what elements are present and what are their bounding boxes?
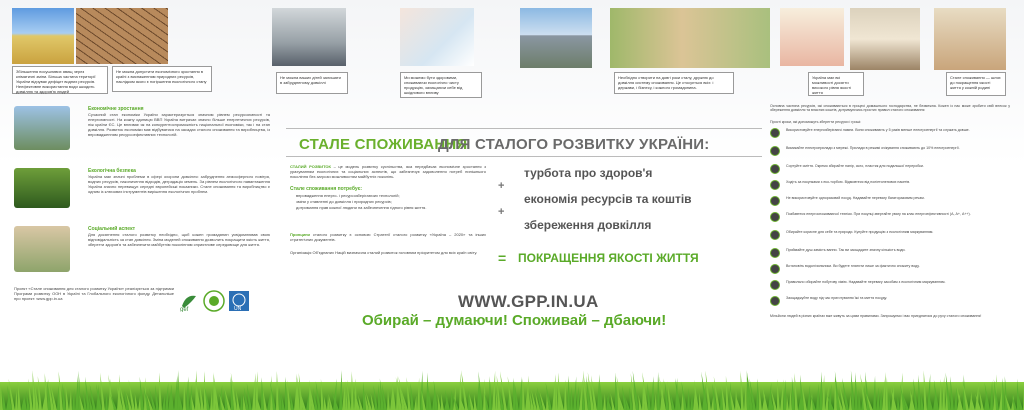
- photo-city-skyline: [520, 8, 592, 68]
- photo-child-medicine: [400, 8, 474, 66]
- principles-block: [290, 232, 486, 242]
- benefit-health: турбота про здоров'я: [524, 166, 653, 180]
- faucet-icon: [770, 296, 780, 306]
- leaf-icon: [770, 230, 780, 240]
- definition-text: – це модель розвитку суспільства, яка передбачає економічне зростання з урахуванням екологічних та соціальних аспектів, що забезпечує задоволення потреб нинішнього покоління без загрози можливостям майбутніх поколінь.: [290, 164, 486, 179]
- benefit-savings: економія ресурсів та коштів: [524, 192, 692, 206]
- appliance-icon: [770, 212, 780, 222]
- title-bottom-rule: [286, 156, 762, 157]
- photo-family-kitchen: [934, 8, 1006, 70]
- title-top-rule: [286, 128, 762, 129]
- grass-border: [0, 352, 1024, 410]
- svg-text:gef: gef: [180, 307, 189, 312]
- tip-5: Не використовуйте одноразовий посуд. Надавайте перевагу багаторазовим речам.: [770, 196, 1010, 210]
- tip-6: Позбавтеся енергоспоживаючої техніки. При покупці звертайте увагу на клас енергоефективності (А, А+, А++).: [770, 212, 1010, 228]
- elderly-icon: [14, 226, 70, 272]
- tip-7: Обирайте корисне для себе та природи. Купуйте продукцію з екологічним маркуванням.: [770, 230, 1010, 246]
- photo-cracked-earth: [76, 8, 168, 64]
- bulb-icon: [770, 128, 780, 138]
- caption-drought: Збільшення посушливих явищ через кліматичні зміни. Більша частина території України відчуває дефіцит водних ресурсів. Неефективне використання води шкодить довкіллю та здоров'ю людей: [12, 66, 108, 94]
- need-1: впровадження енерго- і ресурсозберігаючих технологій;: [296, 193, 400, 198]
- headline-gray: ДЛЯ СТАЛОГО РОЗВИТКУ УКРАЇНИ:: [438, 136, 710, 153]
- principles-label: Принципи: [290, 232, 310, 237]
- caption-health: Ми можемо бути здоровими, споживаючи екологічно чисту продукцію, захищаючи себе від шкідливого впливу: [400, 72, 482, 98]
- project-footer-text: Проект «Стале споживання для сталого розвитку України» реалізується за підтримки Програми розвитку ООН в Україні та Глобального екологічного фонду. Детальніше про проект: www.gpp.in.ua: [14, 286, 174, 301]
- right-intro: Основна частина ресурсів, які споживаються в процесі домашнього господарства, не безмежна. Кожен із нас може зробити свій внесок у збереження довкілля та власних коштів, дотримуючись простих правил сталого споживання:: [770, 104, 1010, 113]
- plus-sign-1: +: [498, 180, 505, 192]
- photo-wheat-field: [12, 8, 74, 64]
- plus-sign-2: +: [498, 206, 505, 218]
- caption-family-life: Стале споживання — шлях до покращення якості життя у кожній родині: [946, 72, 1006, 96]
- tip-2: Вимикайте електроприлади з мережі. Прилади в режимі очікування споживають до 10% електроенергії.: [770, 146, 1010, 162]
- un-text: Організація Об'єднаних Націй визначила сталий розвиток головним пріоритетом для всіх країн світу.: [290, 250, 478, 255]
- slogan: Обирай – думаючи! Споживай – дбаючи!: [362, 312, 667, 329]
- benefit-environment: збереження довкілля: [524, 218, 652, 232]
- cup-icon: [770, 196, 780, 206]
- tip-4: Ходіть за покупками з еко-торбою. Відмовтеся від поліетиленових пакетів.: [770, 180, 1010, 194]
- factory-icon: [14, 106, 70, 150]
- principles-text: сталого розвитку є основою Стратегії сталого розвитку «Україна – 2020» та інших стратегічних документів.: [290, 232, 486, 242]
- right-closing: Мільйони людей в різних країнах вже живуть за цими правилами. Запрошуємо і вас приєднатися до руху сталого споживання!: [770, 314, 982, 318]
- economic-growth-heading: Економічне зростання: [88, 106, 144, 112]
- needs-label: Стале споживання потребує:: [290, 186, 363, 192]
- plug-icon: [770, 146, 780, 156]
- caption-sustainable-system: Необхідно створити на довгі роки сталу, дружню до довкілля систему споживання. Це стосується всіх: і держави, і бізнесу, і кожного громадянина.: [614, 72, 734, 94]
- tip-3: Сортуйте сміття. Окремо збирайте папір, скло, пластик для подальшої переробки.: [770, 164, 1010, 178]
- need-3: дотримання прав кожної людини на забезпечення гідного рівня життя.: [296, 205, 427, 210]
- website-url[interactable]: WWW.GPP.IN.UA: [458, 292, 599, 311]
- shower-icon: [770, 248, 780, 258]
- ecological-safety-heading: Екологічна безпека: [88, 168, 136, 174]
- tip-9: Встановіть водолічильники. Ви будете платити лише за фактично спожиту воду.: [770, 264, 1010, 278]
- need-2: зміни у ставленні до довкілля і природних ресурсів;: [296, 199, 392, 204]
- economic-growth-text: Сучасний стан економіки України характеризується значним рівнем ресурсоємності та енергоємності. На кожну одиницю ВВП Україна витрачає значно більше енергетичних ресурсів, ніж країни ЄС. Це впливає як на конкурентоспроможність національної економіки, так і на стан довкілля. Розвиток економіки має відбуватися на засадах сталого споживання та виробництва, із впровадженням ресурсоефективних технологій.: [88, 112, 270, 137]
- caption-economy: Не можна допустити економічного зростання в країні з виснаженням природних ресурсів, наслідком якого є погіршення екологічного стану: [112, 66, 212, 92]
- social-aspect-heading: Соціальний аспект: [88, 226, 136, 232]
- chemistry-icon: [770, 280, 780, 290]
- tip-8: Приймайте душ замість ванни. Так ви заощадите значну кількість води.: [770, 248, 1010, 262]
- forest-icon: [14, 168, 70, 208]
- definition-label: СТАЛИЙ РОЗВИТОК: [290, 164, 331, 169]
- svg-text:UN: UN: [234, 306, 242, 312]
- photo-child-strawberry: [780, 8, 844, 66]
- photo-family-nature: [610, 8, 770, 68]
- tip-1: Використовуйте енергозберігаючі лампи. Вони споживають у 5 разів менше електроенергії та служать довше.: [770, 128, 1010, 144]
- water-meter-icon: [770, 264, 780, 274]
- social-aspect-text: Для досягнення сталого розвитку необхідно, щоб кожен громадянин усвідомлював свою відповідальність за стан довкілля. Зміна моделей споживання дозволить покращити якість життя, зберегти здоров'я та забезпечити майбутнім поколінням сприятливе середовище для життя.: [88, 232, 270, 247]
- result-quality-of-life: ПОКРАЩЕННЯ ЯКОСТІ ЖИТТЯ: [518, 251, 699, 265]
- bag-icon: [770, 180, 780, 190]
- tip-11: Заощаджуйте воду під час приготування їжі та миття посуду.: [770, 296, 1010, 310]
- eu-logo: [203, 290, 225, 312]
- definition-block: [290, 164, 486, 179]
- ecological-safety-text: Україна має значні проблеми в сфері охорони довкілля: забруднення атмосферного повітря, водних ресурсів, накопичення відходів, деградація земель. За рівнем екологічного навантаження Україна значно перевищує середні європейські показники. Стале споживання та виробництво є одним із ключових інструментів вирішення екологічних проблем.: [88, 174, 270, 194]
- gef-logo: [178, 290, 200, 312]
- right-intro-2: Прості кроки, які допоможуть зберегти ресурси і гроші:: [770, 120, 862, 124]
- photo-family-walk: [850, 8, 920, 70]
- headline-green: СТАЛЕ СПОЖИВАННЯ: [299, 136, 468, 153]
- tip-10: Правильно обирайте побутову хімію. Надавайте перевагу засобам з екологічним маркуванням.: [770, 280, 1010, 294]
- caption-quality: Україна має всі можливості досягти високого рівня якості життя: [808, 72, 864, 96]
- photo-traffic-smog: [272, 8, 346, 66]
- recycle-icon: [770, 164, 780, 174]
- un-logo: [228, 290, 250, 312]
- caption-pollution: Не можна ваших дітей залишати в забрудненому довкіллі: [276, 72, 348, 94]
- equals-sign: =: [498, 250, 507, 266]
